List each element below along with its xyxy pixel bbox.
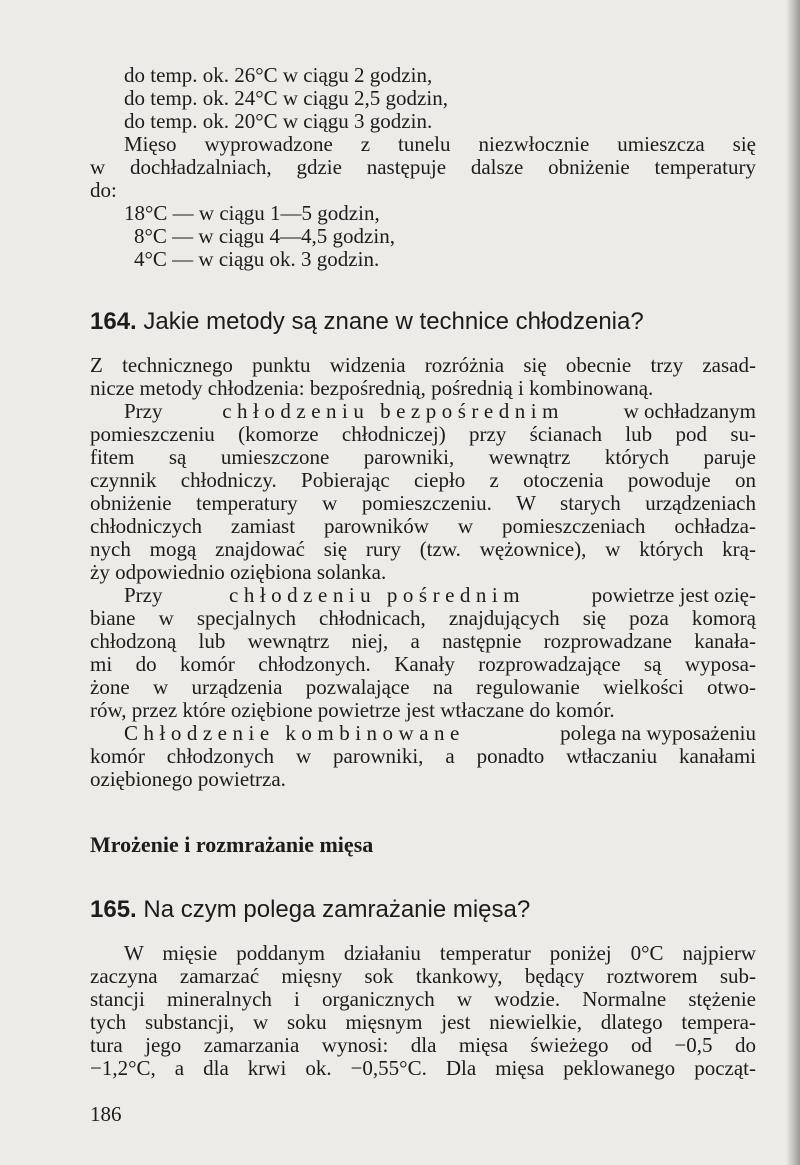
text-line: rów, przez które oziębione powietrze jest wtłaczane do komór. <box>90 698 615 722</box>
text-line: obniżenie temperatury w pomieszczeniu. W starych urządzeniach <box>90 491 756 515</box>
text-line <box>124 722 756 744</box>
question-text: Jakie metody są znane w technice chłodzenia? <box>143 308 644 335</box>
question-text: Na czym polega zamrażanie mięsa? <box>143 896 531 923</box>
text-line: −1,2°C, a dla krwi ok. −0,55°C. Dla mięsa peklowanego począt- <box>90 1056 756 1080</box>
text-line: tura jego zamarzania wynosi: dla mięsa świeżego od −0,5 do <box>90 1033 756 1057</box>
text-line: 18°C — w ciągu 1—5 godzin, <box>124 201 380 225</box>
question-number: 164. <box>90 308 137 335</box>
page-edge-shadow <box>786 0 800 1165</box>
text-fragment: Przy <box>124 399 163 423</box>
text-line: w dochładzalniach, gdzie następuje dalsze obniżenie temperatury <box>90 155 756 179</box>
question-heading <box>90 308 644 336</box>
text-line: żone w urządzenia pozwalające na regulowanie wielkości otwo- <box>90 675 756 699</box>
section-title: Mrożenie i rozmrażanie mięsa <box>90 832 374 857</box>
text-line: do: <box>90 178 117 202</box>
emphasized-term: Chłodzenie kombinowane <box>124 721 465 745</box>
text-fragment: polega na wyposażeniu <box>560 721 756 745</box>
text-line: chłodniczych zamiast parowników w pomieszczeniach ochładza- <box>90 514 756 538</box>
text-fragment: powietrze jest ozię- <box>591 583 756 607</box>
text-line: mi do komór chłodzonych. Kanały rozprowadzające są wyposa- <box>90 652 756 676</box>
text-line: Mięso wyprowadzone z tunelu niezwłocznie umieszcza się <box>124 132 756 156</box>
text-fragment: Przy <box>124 583 163 607</box>
text-line: ży odpowiednio oziębiona solanka. <box>90 560 387 584</box>
text-line: oziębionego powietrza. <box>90 767 286 791</box>
text-line: tych substancji, w soku mięsnym jest niewielkie, dlatego tempera- <box>90 1010 756 1034</box>
text-line: do temp. ok. 26°C w ciągu 2 godzin, <box>124 63 433 87</box>
text-line: nych mogą znajdować się rury (tzw. wężownice), w których krą- <box>90 537 756 561</box>
text-line: fitem są umieszczone parowniki, wewnątrz których paruje <box>90 445 756 469</box>
question-heading <box>90 896 530 924</box>
text-line: chłodzoną lub wewnątrz niej, a następnie rozprowadzane kanała- <box>90 629 756 653</box>
text-line: nicze metody chłodzenia: bezpośrednią, pośrednią i kombinowaną. <box>90 376 654 400</box>
text-line: W mięsie poddanym działaniu temperatur poniżej 0°C najpierw <box>124 941 756 965</box>
text-line: pomieszczeniu (komorze chłodniczej) przy ścianach lub pod su- <box>90 422 756 446</box>
text-line: stancji mineralnych i organicznych w wodzie. Normalne stężenie <box>90 987 756 1011</box>
text-line: do temp. ok. 20°C w ciągu 3 godzin. <box>124 109 433 133</box>
text-line: komór chłodzonych w parowniki, a ponadto wtłaczaniu kanałami <box>90 744 756 768</box>
emphasized-term: chłodzeniu bezpośrednim <box>222 399 564 423</box>
text-line: 8°C — w ciągu 4—4,5 godzin, <box>134 224 395 248</box>
text-line <box>124 584 756 606</box>
text-line: biane w specjalnych chłodnicach, znajdujących się poza komorą <box>90 606 756 630</box>
emphasized-term: chłodzeniu pośrednim <box>229 583 526 607</box>
text-line: 4°C — w ciągu ok. 3 godzin. <box>134 247 380 271</box>
question-number: 165. <box>90 896 137 923</box>
text-line: do temp. ok. 24°C w ciągu 2,5 godzin, <box>124 86 448 110</box>
text-line <box>124 400 756 422</box>
text-fragment: w ochładzanym <box>623 399 756 423</box>
page-number: 186 <box>90 1102 122 1126</box>
text-line: Z technicznego punktu widzenia rozróżnia się obecnie trzy zasad- <box>90 353 756 377</box>
text-line: zaczyna zamarzać mięsny sok tkankowy, będący roztworem sub- <box>90 964 756 988</box>
text-line: czynnik chłodniczy. Pobierając ciepło z otoczenia powoduje on <box>90 468 756 492</box>
